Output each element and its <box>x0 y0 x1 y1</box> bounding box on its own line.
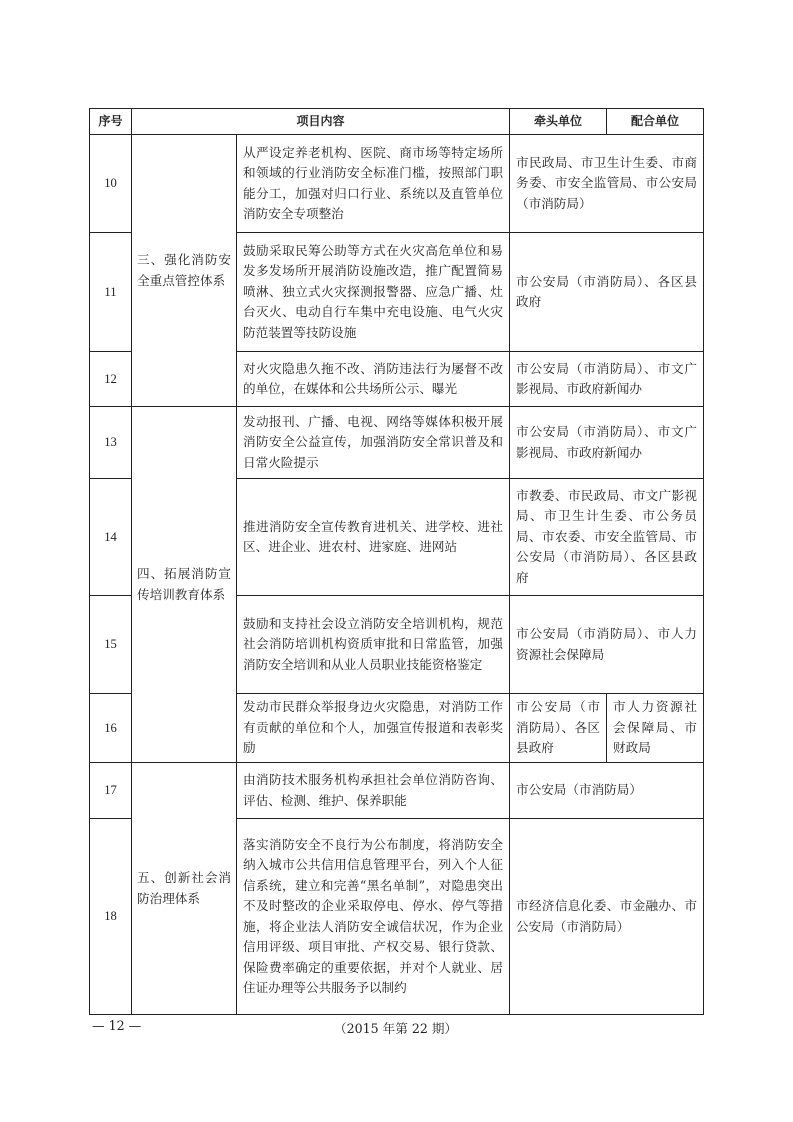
lead-unit-cell: 市教委、市民政局、市文广影视局、市卫生计生委、市公务员局、市农委、市安全监管局、市公安局（市消防局）、各区县政府 <box>510 479 704 596</box>
lead-unit-cell: 市公安局（市消防局）、各区县政府 <box>510 233 704 352</box>
header-content: 项目内容 <box>132 109 510 135</box>
table-row <box>90 407 704 479</box>
content-cell: 落实消防安全不良行为公布制度，将消防安全纳入城市公共信用信息管理平台，列入个人征信系统，建立和完善“黑名单制”，对隐患突出不及时整改的企业采取停电、停水、停气等措施，将企业法人消防安全诚信状况，作为企业信用评级、项目审批、产权交易、银行贷款、保险费率确定的重要依据，并对个人就业、居住证办理等公共服务予以制约 <box>237 819 510 1015</box>
table-row <box>90 763 704 819</box>
row-number: 11 <box>90 233 132 352</box>
content-cell: 鼓励采取民筹公助等方式在火灾高危单位和易发多发场所开展消防设施改造，推广配置简易喷淋、独立式火灾探测报警器、应急广播、灶台灭火、电动自行车集中充电设施、电气火灾防范装置等技防设施 <box>237 233 510 352</box>
issue-label: （2015 年第 22 期） <box>334 1021 458 1036</box>
table-row <box>90 135 704 233</box>
lead-unit-cell: 市公安局（市消防局）、市人力资源社会保障局 <box>510 596 704 694</box>
content-cell: 发动报刊、广播、电视、网络等媒体积极开展消防安全公益宣传，加强消防安全常识普及和日常火险提示 <box>237 407 510 479</box>
content-cell: 推进消防安全宣传教育进机关、进学校、进社区、进企业、进农村、进家庭、进网站 <box>237 479 510 596</box>
task-table <box>89 108 704 1015</box>
row-number: 17 <box>90 763 132 819</box>
table-header <box>90 109 704 135</box>
category-cell: 三、强化消防安全重点管控体系 <box>132 135 237 407</box>
lead-unit-cell: 市公安局（市消防局）、各区县政府 <box>510 694 607 763</box>
row-number: 18 <box>90 819 132 1015</box>
header-lead: 牵头单位 <box>510 109 607 135</box>
row-number: 16 <box>90 694 132 763</box>
content-cell: 由消防技术服务机构承担社会单位消防咨询、评估、检测、维护、保养职能 <box>237 763 510 819</box>
lead-unit-cell: 市经济信息化委、市金融办、市公安局（市消防局） <box>510 819 704 1015</box>
content-cell: 从严设定养老机构、医院、商市场等特定场所和领域的行业消防安全标准门槛，按照部门职能分工，加强对归口行业、系统以及直管单位消防安全专项整治 <box>237 135 510 233</box>
page-number: — 12 — <box>92 1018 142 1033</box>
lead-unit-cell: 市民政局、市卫生计生委、市商务委、市安全监管局、市公安局（市消防局） <box>510 135 704 233</box>
lead-unit-cell: 市公安局（市消防局）、市文广影视局、市政府新闻办 <box>510 407 704 479</box>
category-cell: 五、创新社会消防治理体系 <box>132 763 237 1015</box>
row-number: 12 <box>90 352 132 407</box>
header-assist: 配合单位 <box>607 109 704 135</box>
content-cell: 鼓励和支持社会设立消防安全培训机构，规范社会消防培训机构资质审批和日常监管，加强消防安全培训和从业人员职业技能资格鉴定 <box>237 596 510 694</box>
row-number: 10 <box>90 135 132 233</box>
row-number: 13 <box>90 407 132 479</box>
content-cell: 发动市民群众举报身边火灾隐患，对消防工作有贡献的单位和个人，加强宣传报道和表彰奖励 <box>237 694 510 763</box>
assist-unit-cell: 市人力资源社会保障局、市财政局 <box>607 694 704 763</box>
lead-unit-cell: 市公安局（市消防局） <box>510 763 704 819</box>
row-number: 14 <box>90 479 132 596</box>
content-cell: 对火灾隐患久拖不改、消防违法行为屡督不改的单位，在媒体和公共场所公示、曝光 <box>237 352 510 407</box>
row-number: 15 <box>90 596 132 694</box>
header-seq: 序号 <box>90 109 132 135</box>
lead-unit-cell: 市公安局（市消防局）、市文广影视局、市政府新闻办 <box>510 352 704 407</box>
category-cell: 四、拓展消防宣传培训教育体系 <box>132 407 237 763</box>
